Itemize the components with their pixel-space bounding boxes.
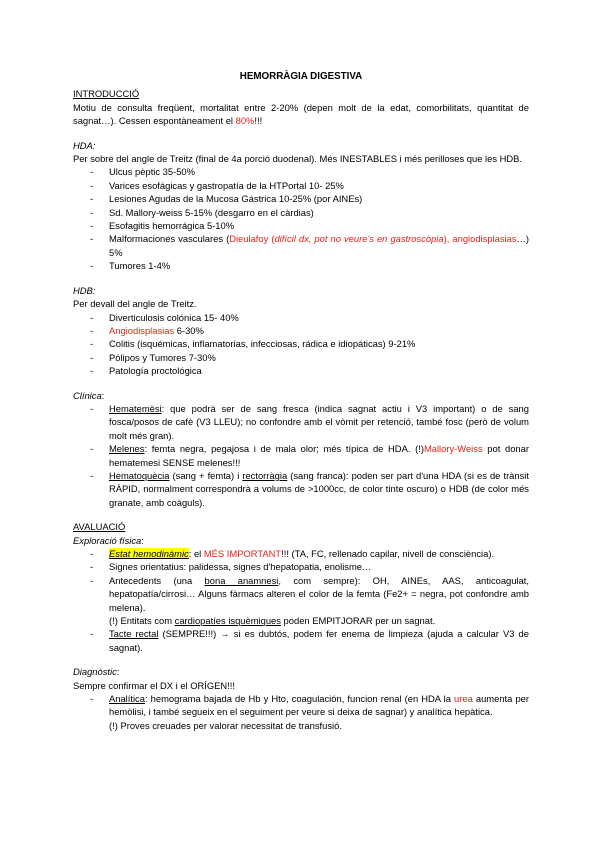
intro-paragraph xyxy=(73,101,529,128)
list-item: - Esofagitis hemorrágica 5-10% xyxy=(109,219,529,232)
exploracio-heading: Exploració física: xyxy=(73,534,144,546)
intro-text-end: !!! xyxy=(254,115,263,127)
list-item: - Lesiones Agudas de la Mucosa Gástrica 10-25% (por AINEs) xyxy=(109,192,529,205)
list-item-estat: - Estat hemodinàmic: el MÉS IMPORTANT!!! (TA, FC, rellenado capilar, nivell de consciència). xyxy=(109,547,529,560)
list-item: - Colitis (isquémicas, inflamatorias, infecciosas, rádica e idiopáticas) 9-21% xyxy=(109,337,529,350)
list-item: - Angiodisplasias 6-30% xyxy=(109,324,529,337)
list-item-signes: - Signes orientatius: palidessa, signes d'hepatopatia, enolisme… xyxy=(109,560,529,573)
diagnostic-list xyxy=(73,692,529,732)
avaluacio-section xyxy=(73,520,529,654)
clinica-list xyxy=(73,402,529,509)
diagnostic-section xyxy=(73,665,529,732)
intro-heading: INTRODUCCIÓ xyxy=(73,88,140,100)
hda-section xyxy=(73,139,529,273)
clinica-heading: Clínica: xyxy=(73,389,105,401)
diagnostic-description: Sempre confirmar el DX i el ORÍGEN!!! xyxy=(73,679,236,691)
list-item-malformaciones: - Malformaciones vasculares (Dieulafoy (difícil dx, pot no veure's en gastroscòpia), angiodisplasias…) 5% xyxy=(109,232,529,259)
list-item: - Diverticulosis colónica 15- 40% xyxy=(109,311,529,324)
hda-list xyxy=(73,165,529,272)
list-item-melenes: - Melenes: femta negra, pegajosa i de mala olor; més típica de HDA. (!)Mallory-Weiss pot donar hematemesi SENSE melenes!!! xyxy=(109,442,529,469)
hdb-heading: HDB: xyxy=(73,284,96,296)
hda-description: Per sobre del angle de Treitz (final de 4a porció duodenal). Més INESTABLES i més perilloses que les HDB. xyxy=(73,153,523,165)
intro-highlight: 80% xyxy=(235,115,255,127)
list-item: - Ulcus pèptic 35-50% xyxy=(109,165,529,178)
list-item-tacte: - Tacte rectal (SEMPRE!!!) → si es dubtós, podem fer enema de limpieza (ajuda a calcular V3 de sagnat). xyxy=(109,627,529,654)
list-item: - Varices esofágicas y gastropatía de la HTPortal 10- 25% xyxy=(109,179,529,192)
list-item-hematoquecia: - Hematoquècia (sang + femta) i rectorràgia (sang franca): poden ser part d'una HDA (si es de trànsit RÀPID, normalment correspondrà a volums de >1000cc, de color tinte oscuro) o HDB (de color més granate, amb coàguls). xyxy=(109,469,529,509)
list-item-hematemesi: - Hematemèsi: que podrà ser de sang fresca (indica sagnat actiu i V3 important) o de sang fosca/posos de cafè (V3 LLEU); no confondre amb el vòmit per retenció, també fosc (però de volum molt més gran). xyxy=(109,402,529,442)
list-item-analitica: - Analítica: hemograma bajada de Hb y Hto, coagulación, funcion renal (en HDA la urea aumenta per hemòlisi, i també segueix en el seguiment per veure si deixa de sagnar) y analítica hepàtica. (!) Proves creuades per valorar necessitat de transfusió. xyxy=(109,692,529,732)
hdb-section xyxy=(73,284,529,378)
hdb-list xyxy=(73,311,529,378)
diagnostic-heading: Diagnòstic: xyxy=(73,666,120,678)
hda-heading: HDA: xyxy=(73,139,96,151)
list-item-antecedents: - Antecedents (una bona anamnesi, com sempre): OH, AINEs, AAS, anticoagulat, hepatopatía/cirrosi… Alguns fàrmacs alteren el color de la femta (Fe2+ = negra, pot confondre amb melena). (!) Entitats com cardiopatíes isquèmiques poden EMPITJORAR per un sagnat. xyxy=(109,574,529,628)
document-page xyxy=(73,70,529,732)
list-item: - Patología proctológica xyxy=(109,364,529,377)
intro-section xyxy=(73,87,529,127)
list-item: - Sd. Mallory-weiss 5-15% (desgarro en el càrdias) xyxy=(109,206,529,219)
hdb-description: Per devall del angle de Treitz. xyxy=(73,298,197,310)
document-title: HEMORRÀGIA DIGESTIVA xyxy=(239,71,363,82)
intro-text: Motiu de consulta freqüent, mortalitat entre 2-20% (depen molt de la edat, comorbilitats, quantitat de sagnat…). Cessen espontàneament el xyxy=(73,101,529,127)
clinica-section xyxy=(73,389,529,510)
list-item: - Tumores 1-4% xyxy=(109,259,529,272)
avaluacio-heading: AVALUACIÓ xyxy=(73,521,126,533)
list-item: - Pólipos y Tumores 7-30% xyxy=(109,351,529,364)
exploracio-list xyxy=(73,547,529,654)
